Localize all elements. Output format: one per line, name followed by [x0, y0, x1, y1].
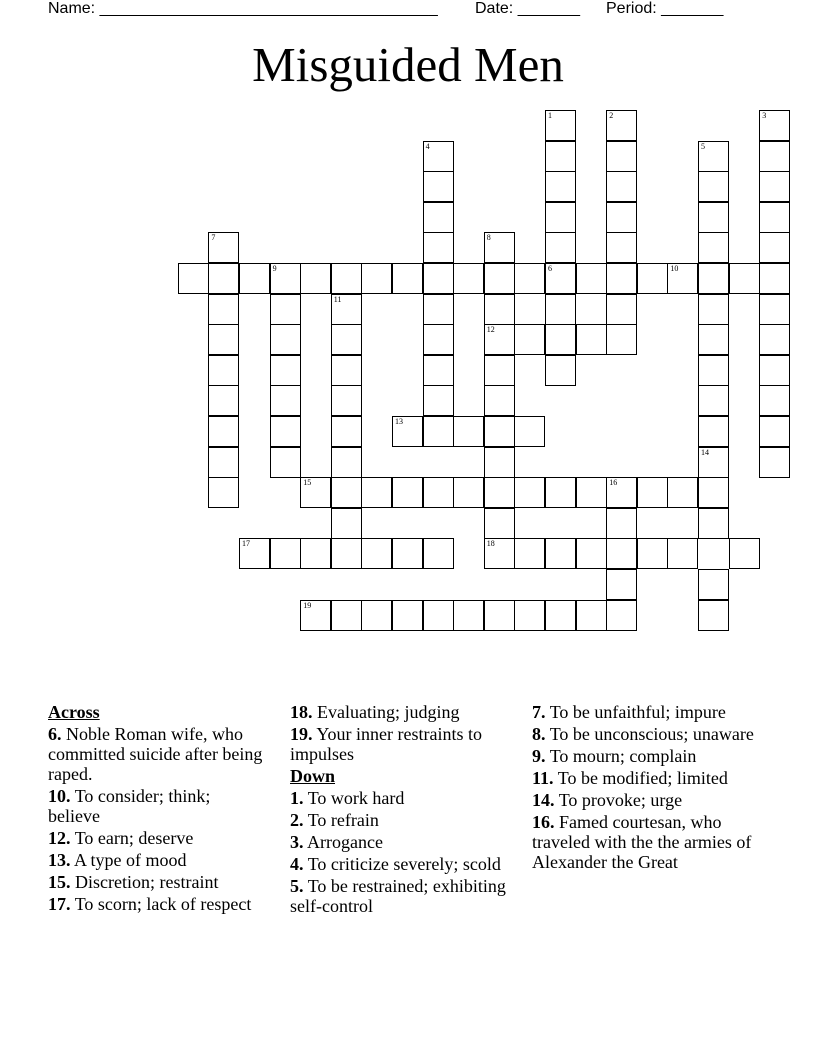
date-field[interactable]: Date: _______ — [475, 0, 580, 17]
grid-cell[interactable] — [270, 538, 301, 569]
grid-cell[interactable] — [453, 477, 484, 508]
grid-cell[interactable] — [698, 447, 729, 478]
name-field[interactable]: Name: ______________________________________ — [48, 0, 438, 17]
grid-cell[interactable] — [208, 263, 239, 294]
grid-cell[interactable] — [576, 324, 607, 355]
grid-cell[interactable] — [484, 447, 515, 478]
cell-number: 11 — [333, 294, 342, 304]
grid-cell[interactable] — [392, 416, 423, 447]
grid-cell[interactable] — [759, 416, 790, 447]
grid-cell[interactable] — [514, 416, 545, 447]
grid-cell[interactable] — [698, 171, 729, 202]
grid-cell[interactable] — [331, 385, 362, 416]
grid-cell[interactable] — [361, 538, 392, 569]
grid-cell[interactable] — [545, 324, 576, 355]
grid-cell[interactable] — [514, 600, 545, 631]
grid-cell[interactable] — [331, 508, 362, 539]
grid-cell[interactable] — [423, 600, 454, 631]
grid-cell[interactable] — [667, 538, 698, 569]
across-heading: Across — [48, 702, 100, 722]
clue-column-2 — [290, 702, 515, 918]
grid-cell[interactable] — [331, 600, 362, 631]
clue-column-1 — [48, 702, 263, 916]
clue-down-3: 3. Arrogance — [290, 832, 383, 852]
grid-cell[interactable] — [423, 232, 454, 263]
grid-cell[interactable] — [759, 232, 790, 263]
clue-down-8: 8. To be unconscious; unaware — [532, 724, 754, 744]
grid-cell[interactable] — [484, 385, 515, 416]
grid-cell[interactable] — [392, 263, 423, 294]
grid-cell[interactable] — [208, 294, 239, 325]
cell-number: 19 — [303, 600, 312, 610]
cell-number: 6 — [548, 264, 552, 273]
grid-cell[interactable] — [484, 294, 515, 325]
grid-cell[interactable] — [545, 294, 576, 325]
clue-across-6: 6. Noble Roman wife, who committed suicide after being raped. — [48, 724, 263, 784]
cell-number: 13 — [395, 417, 403, 426]
cell-number: 1 — [548, 111, 552, 120]
grid-cell[interactable] — [545, 355, 576, 386]
cell-number: 5 — [701, 141, 705, 151]
grid-cell[interactable] — [300, 600, 331, 631]
grid-cell[interactable] — [576, 538, 607, 569]
clue-down-14: 14. To provoke; urge — [532, 790, 683, 810]
grid-cell[interactable] — [698, 263, 729, 294]
grid-cell[interactable] — [759, 294, 790, 325]
grid-cell[interactable] — [239, 538, 270, 569]
grid-cell[interactable] — [729, 538, 760, 569]
cell-number: 15 — [303, 478, 312, 488]
cell-number: 8 — [486, 233, 491, 243]
grid-cell[interactable] — [698, 294, 729, 325]
clue-across-13: 13. A type of mood — [48, 850, 187, 870]
grid-cell[interactable] — [484, 355, 515, 386]
grid-cell[interactable] — [606, 600, 637, 631]
clue-down-4: 4. To criticize severely; scold — [290, 854, 501, 874]
grid-cell[interactable] — [423, 141, 454, 172]
grid-cell[interactable] — [576, 477, 607, 508]
grid-cell[interactable] — [698, 232, 729, 263]
grid-cell[interactable] — [300, 263, 331, 294]
grid-cell[interactable] — [606, 569, 637, 600]
grid-cell[interactable] — [514, 263, 545, 294]
clue-down-1: 1. To work hard — [290, 788, 405, 808]
grid-cell[interactable] — [606, 263, 637, 294]
grid-cell[interactable] — [484, 232, 515, 263]
grid-cell[interactable] — [698, 324, 729, 355]
grid-cell[interactable] — [698, 477, 729, 508]
clue-down-16: 16. Famed courtesan, who traveled with the the armies of Alexander the Great — [532, 812, 752, 872]
clue-down-9: 9. To mourn; complain — [532, 746, 697, 766]
grid-cell[interactable] — [667, 263, 698, 294]
grid-cell[interactable] — [606, 538, 637, 569]
grid-cell[interactable] — [576, 600, 607, 631]
grid-cell[interactable] — [361, 477, 392, 508]
grid-cell[interactable] — [300, 477, 331, 508]
grid-cell[interactable] — [514, 324, 545, 355]
grid-cell[interactable] — [545, 202, 576, 233]
grid-cell[interactable] — [698, 569, 729, 600]
grid-cell[interactable] — [545, 538, 576, 569]
grid-cell[interactable] — [423, 202, 454, 233]
cell-number: 14 — [701, 447, 709, 457]
grid-cell[interactable] — [331, 416, 362, 447]
grid-cell[interactable] — [178, 263, 209, 294]
down-heading: Down — [290, 766, 336, 786]
grid-cell[interactable] — [514, 538, 545, 569]
clue-down-7: 7. To be unfaithful; impure — [532, 702, 726, 722]
grid-cell[interactable] — [606, 508, 637, 539]
grid-cell[interactable] — [759, 355, 790, 386]
grid-cell[interactable] — [423, 171, 454, 202]
grid-cell[interactable] — [606, 110, 637, 141]
grid-cell[interactable] — [239, 263, 270, 294]
grid-cell[interactable] — [331, 477, 362, 508]
grid-cell[interactable] — [423, 538, 454, 569]
grid-cell[interactable] — [423, 477, 454, 508]
grid-cell[interactable] — [759, 385, 790, 416]
grid-cell[interactable] — [331, 447, 362, 478]
grid-cell[interactable] — [453, 600, 484, 631]
grid-cell[interactable] — [606, 294, 637, 325]
grid-cell[interactable] — [759, 263, 790, 294]
clue-across-10: 10. To consider; think; believe — [48, 786, 211, 826]
grid-cell[interactable] — [484, 508, 515, 539]
grid-cell[interactable] — [208, 355, 239, 386]
grid-cell[interactable] — [208, 324, 239, 355]
clue-down-5: 5. To be restrained; exhibiting self-control — [290, 876, 506, 916]
grid-cell[interactable] — [208, 477, 239, 508]
grid-cell[interactable] — [698, 355, 729, 386]
page-title: Misguided Men — [252, 37, 564, 92]
grid-cell[interactable] — [606, 202, 637, 233]
grid-cell[interactable] — [331, 294, 362, 325]
grid-cell[interactable] — [423, 294, 454, 325]
grid-cell[interactable] — [759, 202, 790, 233]
grid-cell[interactable] — [545, 110, 576, 141]
grid-cell[interactable] — [514, 477, 545, 508]
grid-cell[interactable] — [208, 232, 239, 263]
grid-cell[interactable] — [759, 171, 790, 202]
grid-cell[interactable] — [208, 416, 239, 447]
grid-cell[interactable] — [453, 416, 484, 447]
grid-cell[interactable] — [606, 171, 637, 202]
cell-number: 2 — [609, 111, 614, 120]
cell-number: 10 — [670, 264, 679, 273]
grid-cell[interactable] — [576, 263, 607, 294]
grid-cell[interactable] — [392, 600, 423, 631]
grid-cell[interactable] — [423, 385, 454, 416]
cell-number: 9 — [272, 264, 277, 273]
clue-column-3 — [532, 702, 757, 874]
cell-number: 18 — [486, 539, 495, 549]
grid-cell[interactable] — [759, 324, 790, 355]
grid-cell[interactable] — [637, 263, 668, 294]
grid-cell[interactable] — [361, 263, 392, 294]
grid-cell[interactable] — [606, 324, 637, 355]
grid-cell[interactable] — [759, 110, 790, 141]
grid-cell[interactable] — [392, 538, 423, 569]
grid-cell[interactable] — [667, 477, 698, 508]
grid-cell[interactable] — [545, 232, 576, 263]
cell-number: 7 — [211, 233, 216, 243]
grid-cell[interactable] — [331, 324, 362, 355]
grid-cell[interactable] — [270, 385, 301, 416]
cell-number: 17 — [242, 539, 250, 549]
clue-across-19: 19. Your inner restraints to impulses — [290, 724, 482, 764]
grid-cell[interactable] — [759, 141, 790, 172]
grid-cell[interactable] — [270, 324, 301, 355]
grid-cell[interactable] — [484, 324, 515, 355]
grid-cell[interactable] — [361, 600, 392, 631]
clue-across-17: 17. To scorn; lack of respect — [48, 894, 252, 914]
grid-cell[interactable] — [729, 263, 760, 294]
grid-cell[interactable] — [698, 600, 729, 631]
grid-cell[interactable] — [270, 294, 301, 325]
grid-cell[interactable] — [698, 508, 729, 539]
grid-cell[interactable] — [484, 263, 515, 294]
grid-cell[interactable] — [606, 141, 637, 172]
grid-cell[interactable] — [545, 263, 576, 294]
grid-cell[interactable] — [331, 263, 362, 294]
grid-cell[interactable] — [698, 141, 729, 172]
clue-across-15: 15. Discretion; restraint — [48, 872, 219, 892]
grid-cell[interactable] — [423, 324, 454, 355]
grid-cell[interactable] — [759, 447, 790, 478]
grid-cell[interactable] — [606, 477, 637, 508]
grid-cell[interactable] — [637, 477, 668, 508]
grid-cell[interactable] — [453, 263, 484, 294]
grid-cell[interactable] — [545, 600, 576, 631]
period-field[interactable]: Period: _______ — [606, 0, 724, 17]
grid-cell[interactable] — [637, 538, 668, 569]
cell-number: 12 — [486, 325, 495, 335]
clue-across-18: 18. Evaluating; judging — [290, 702, 460, 722]
grid-cell[interactable] — [331, 538, 362, 569]
grid-cell[interactable] — [698, 202, 729, 233]
grid-cell[interactable] — [545, 171, 576, 202]
grid-cell[interactable] — [423, 263, 454, 294]
grid-cell[interactable] — [331, 355, 362, 386]
grid-cell[interactable] — [545, 141, 576, 172]
clue-down-2: 2. To refrain — [290, 810, 379, 830]
grid-cell[interactable] — [606, 232, 637, 263]
grid-cell[interactable] — [423, 355, 454, 386]
grid-cell[interactable] — [208, 385, 239, 416]
grid-cell[interactable] — [484, 538, 515, 569]
cell-number: 16 — [609, 478, 618, 488]
grid-cell[interactable] — [423, 416, 454, 447]
grid-cell[interactable] — [484, 416, 515, 447]
clue-down-11: 11. To be modified; limited — [532, 768, 728, 788]
cell-number: 4 — [425, 141, 430, 151]
grid-cell[interactable] — [392, 477, 423, 508]
grid-cell[interactable] — [270, 355, 301, 386]
grid-cell[interactable] — [698, 416, 729, 447]
grid-cell[interactable] — [270, 263, 301, 294]
grid-cell[interactable] — [300, 538, 331, 569]
cell-number: 3 — [762, 111, 767, 120]
grid-cell[interactable] — [484, 477, 515, 508]
grid-cell[interactable] — [208, 447, 239, 478]
clue-across-12: 12. To earn; deserve — [48, 828, 194, 848]
grid-cell[interactable] — [698, 385, 729, 416]
grid-cell[interactable] — [545, 477, 576, 508]
grid-cell[interactable] — [270, 416, 301, 447]
grid-cell[interactable] — [270, 447, 301, 478]
grid-cell[interactable] — [484, 600, 515, 631]
